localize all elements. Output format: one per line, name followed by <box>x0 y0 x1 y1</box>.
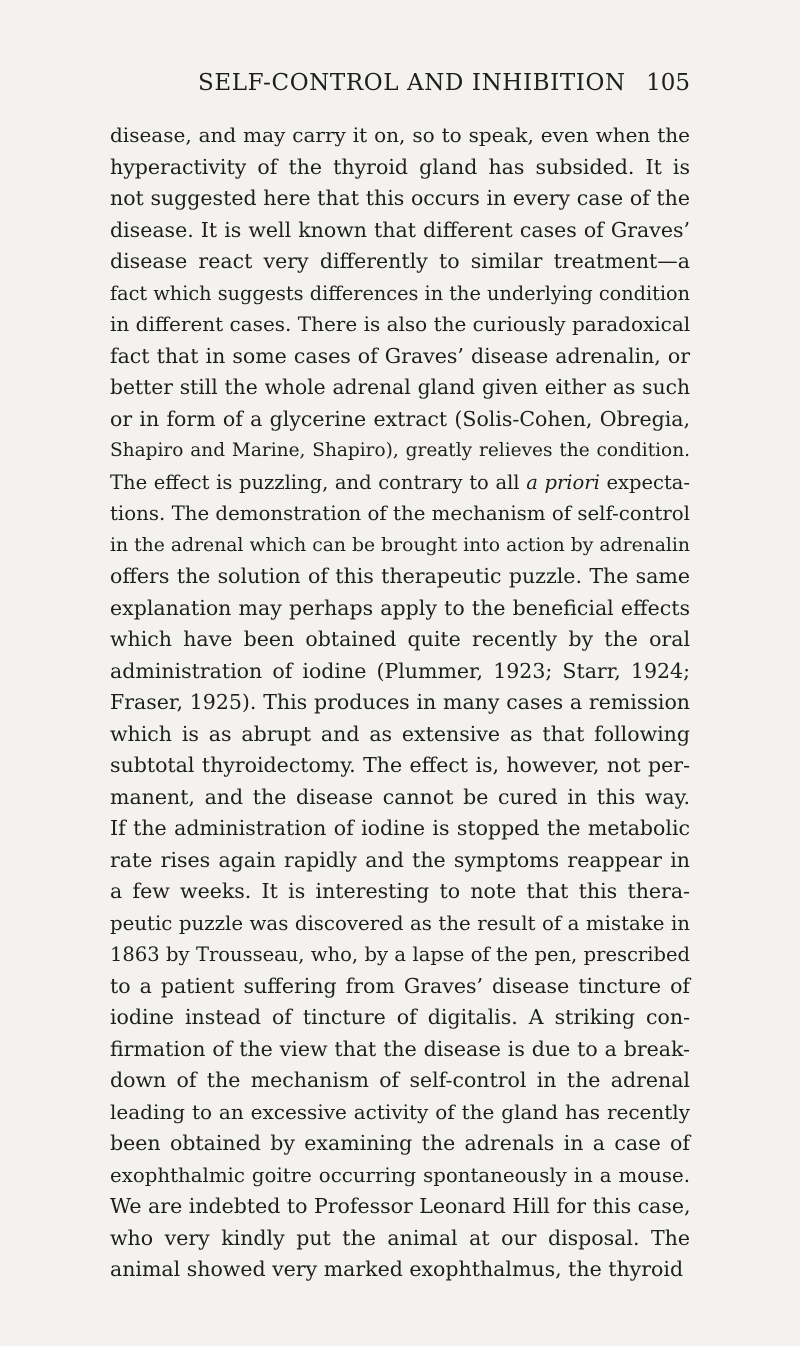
text-line: Shapiro and Marine, Shapiro), greatly relieves the condition. <box>110 440 690 461</box>
text-line: administration of iodine (Plummer, 1923; Starr, 1924; <box>110 658 690 683</box>
text-segment: The effect is puzzling, and contrary to all <box>110 470 527 494</box>
text-line: been obtained by examining the adrenals in a case of <box>110 1131 690 1155</box>
text-line: offers the solution of this therapeutic puzzle. The same <box>110 564 690 588</box>
text-line: explanation may perhaps apply to the beneficial effects <box>110 595 690 620</box>
text-line: fact that in some cases of Graves’ disease adrenalin, or <box>110 343 690 368</box>
text-line: to a patient suffering from Graves’ disease tincture of <box>110 973 690 998</box>
text-line: If the administration of iodine is stopped the metabolic <box>110 816 690 840</box>
text-line: who very kindly put the animal at our disposal. The <box>110 1225 690 1250</box>
text-line: rate rises again rapidly and the symptoms reappear in <box>110 847 690 872</box>
text-line: subtotal thyroidectomy. The effect is, however, not per- <box>110 753 690 777</box>
text-line: tions. The demonstration of the mechanism of self-control <box>110 502 690 525</box>
text-line: not suggested here that this occurs in every case of the <box>110 186 690 210</box>
text-line: Fraser, 1925). This produces in many cases a remission <box>110 690 690 714</box>
text-line: 1863 by Trousseau, who, by a lapse of the pen, prescribed <box>110 943 690 966</box>
text-line: leading to an excessive activity of the gland has recently <box>110 1099 690 1124</box>
text-line: iodine instead of tincture of digitalis. A striking con- <box>110 1005 690 1029</box>
text-line: exophthalmic goitre occurring spontaneously in a mouse. <box>110 1163 690 1187</box>
text-segment: expecta- <box>599 470 691 494</box>
text-line: in the adrenal which can be brought into action by adrenalin <box>110 534 690 556</box>
text-line: manent, and the disease cannot be cured in this way. <box>110 784 690 809</box>
text-line: firmation of the view that the disease is due to a break- <box>110 1036 690 1061</box>
text-line: disease react very differently to similar treatment—a <box>110 249 690 273</box>
text-line: hyperactivity of the thyroid gland has subsided. It is <box>110 154 690 179</box>
text-line: better still the whole adrenal gland given either as such <box>110 375 690 399</box>
text-line: fact which suggests differences in the underlying condition <box>110 281 690 305</box>
text-line: disease. It is well known that different cases of Graves’ <box>110 217 690 242</box>
text-line <box>110 467 690 499</box>
text-line: down of the mechanism of self-control in the adrenal <box>110 1068 690 1092</box>
running-title: SELF-CONTROL AND INHIBITION <box>198 70 626 96</box>
text-line: in different cases. There is also the curiously paradoxical <box>110 312 691 336</box>
body-text <box>110 120 690 1286</box>
text-line: which is as abrupt and as extensive as that following <box>110 721 690 746</box>
text-line: or in form of a glycerine extract (Solis-Cohen, Obregia, <box>110 406 690 431</box>
text-line: peutic puzzle was discovered as the result of a mistake in <box>110 911 690 935</box>
text-line: a few weeks. It is interesting to note that this thera- <box>110 879 690 903</box>
running-head <box>198 70 690 110</box>
text-line: disease, and may carry it on, so to speak, even when the <box>110 123 690 147</box>
page-number: 105 <box>646 70 690 96</box>
text-line: which have been obtained quite recently by the oral <box>110 627 690 651</box>
italic-phrase: a priori <box>526 470 600 494</box>
text-line: We are indebted to Professor Leonard Hill for this case, <box>110 1194 691 1218</box>
text-line: animal showed very marked exophthalmus, the thyroid <box>110 1257 684 1281</box>
